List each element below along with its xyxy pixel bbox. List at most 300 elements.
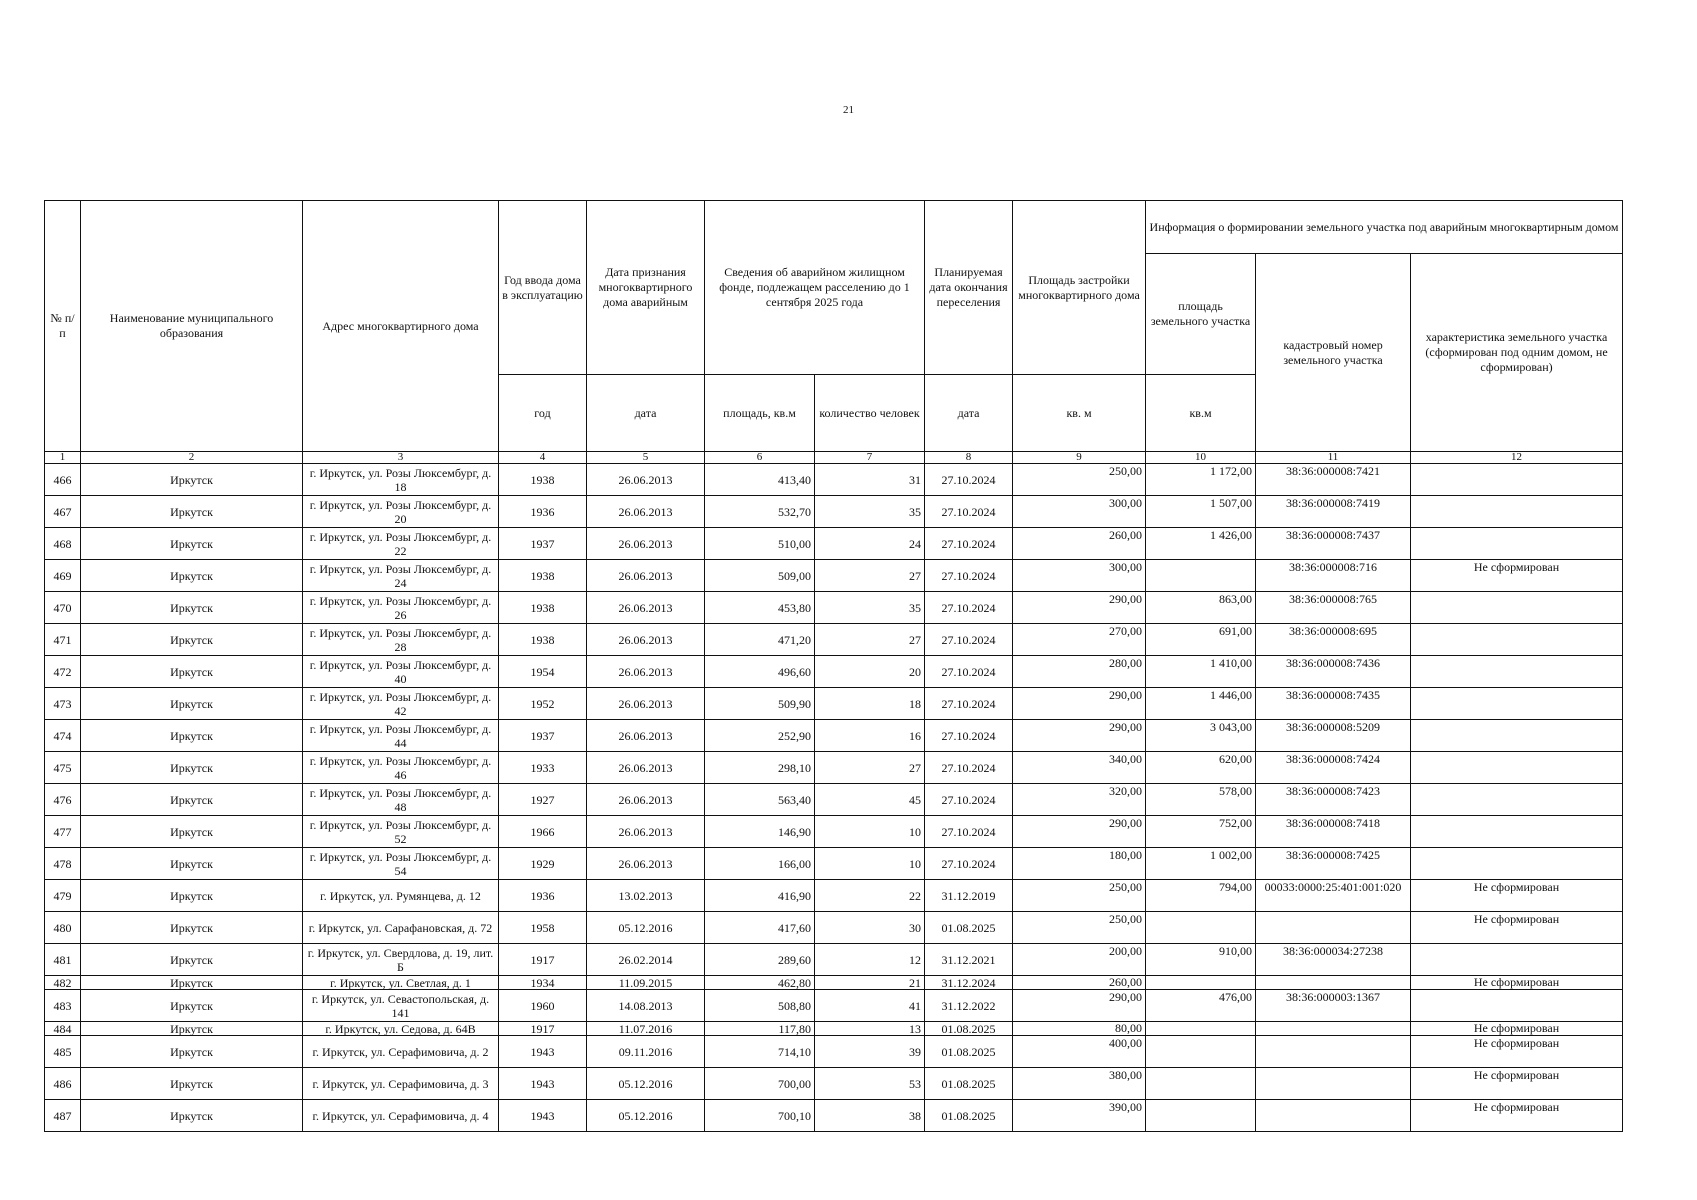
cell-area: 462,80 xyxy=(705,976,815,990)
cell-building-area: 390,00 xyxy=(1013,1100,1146,1132)
cell-status xyxy=(1411,848,1623,880)
cell-cadastral: 38:36:000008:7421 xyxy=(1256,464,1411,496)
cell-land-area: 476,00 xyxy=(1146,990,1256,1022)
header-land-group: Информация о формировании земельного участка под аварийным многоквартирным домом xyxy=(1146,201,1623,254)
header-recognition-date: Дата признания многоквартирного дома аварийным xyxy=(587,201,705,375)
header-building-area: Площадь застройки многоквартирного дома xyxy=(1013,201,1146,375)
cell-area: 714,10 xyxy=(705,1036,815,1068)
cell-people: 35 xyxy=(815,496,925,528)
table-row xyxy=(45,752,1623,784)
cell-building-area: 340,00 xyxy=(1013,752,1146,784)
table-row xyxy=(45,592,1623,624)
header-unit-area: площадь, кв.м xyxy=(705,375,815,452)
cell-status: Не сформирован xyxy=(1411,912,1623,944)
table-row xyxy=(45,1036,1623,1068)
cell-cadastral: 38:36:000008:7435 xyxy=(1256,688,1411,720)
cell-building-area: 290,00 xyxy=(1013,592,1146,624)
table-body xyxy=(45,464,1623,1132)
cell-address: г. Иркутск, ул. Розы Люксембург, д. 28 xyxy=(303,624,499,656)
cell-status xyxy=(1411,656,1623,688)
column-number: 7 xyxy=(815,452,925,464)
cell-cadastral: 38:36:000008:5209 xyxy=(1256,720,1411,752)
cell-recognition-date: 11.07.2016 xyxy=(587,1022,705,1036)
cell-row-number: 474 xyxy=(45,720,81,752)
cell-address: г. Иркутск, ул. Сарафановская, д. 72 xyxy=(303,912,499,944)
cell-year: 1934 xyxy=(499,976,587,990)
cell-year: 1938 xyxy=(499,624,587,656)
cell-planned-date: 27.10.2024 xyxy=(925,592,1013,624)
cell-municipality: Иркутск xyxy=(81,496,303,528)
cell-cadastral: 00033:0000:25:401:001:020 xyxy=(1256,880,1411,912)
cell-cadastral: 38:36:000008:695 xyxy=(1256,624,1411,656)
cell-status: Не сформирован xyxy=(1411,560,1623,592)
cell-building-area: 250,00 xyxy=(1013,912,1146,944)
cell-status: Не сформирован xyxy=(1411,1100,1623,1132)
cell-planned-date: 27.10.2024 xyxy=(925,464,1013,496)
cell-area: 453,80 xyxy=(705,592,815,624)
cell-land-area: 1 172,00 xyxy=(1146,464,1256,496)
cell-planned-date: 27.10.2024 xyxy=(925,720,1013,752)
cell-municipality: Иркутск xyxy=(81,880,303,912)
cell-people: 22 xyxy=(815,880,925,912)
cell-land-area: 1 426,00 xyxy=(1146,528,1256,560)
cell-cadastral xyxy=(1256,1100,1411,1132)
cell-year: 1936 xyxy=(499,880,587,912)
header-unit-people: количество человек xyxy=(815,375,925,452)
header-planned-date: Планируемая дата окончания переселения xyxy=(925,201,1013,375)
cell-recognition-date: 05.12.2016 xyxy=(587,1068,705,1100)
cell-planned-date: 31.12.2024 xyxy=(925,976,1013,990)
cell-row-number: 472 xyxy=(45,656,81,688)
cell-cadastral xyxy=(1256,912,1411,944)
cell-land-area xyxy=(1146,1036,1256,1068)
cell-cadastral: 38:36:000034:27238 xyxy=(1256,944,1411,976)
cell-address: г. Иркутск, ул. Свердлова, д. 19, лит. Б xyxy=(303,944,499,976)
cell-status xyxy=(1411,496,1623,528)
cell-area: 510,00 xyxy=(705,528,815,560)
cell-status xyxy=(1411,816,1623,848)
cell-building-area: 290,00 xyxy=(1013,816,1146,848)
cell-people: 10 xyxy=(815,816,925,848)
cell-people: 27 xyxy=(815,560,925,592)
cell-area: 563,40 xyxy=(705,784,815,816)
cell-planned-date: 27.10.2024 xyxy=(925,496,1013,528)
header-year: Год ввода дома в эксплуатацию xyxy=(499,201,587,375)
cell-area: 508,80 xyxy=(705,990,815,1022)
cell-planned-date: 27.10.2024 xyxy=(925,816,1013,848)
cell-row-number: 470 xyxy=(45,592,81,624)
table-row xyxy=(45,496,1623,528)
cell-row-number: 480 xyxy=(45,912,81,944)
header-municipality: Наименование муниципального образования xyxy=(81,201,303,452)
cell-land-area xyxy=(1146,1100,1256,1132)
cell-address: г. Иркутск, ул. Розы Люксембург, д. 20 xyxy=(303,496,499,528)
cell-planned-date: 27.10.2024 xyxy=(925,848,1013,880)
cell-municipality: Иркутск xyxy=(81,464,303,496)
cell-people: 53 xyxy=(815,1068,925,1100)
cell-row-number: 484 xyxy=(45,1022,81,1036)
cell-planned-date: 31.12.2022 xyxy=(925,990,1013,1022)
cell-cadastral: 38:36:000008:7436 xyxy=(1256,656,1411,688)
column-number: 6 xyxy=(705,452,815,464)
cell-year: 1938 xyxy=(499,592,587,624)
cell-address: г. Иркутск, ул. Розы Люксембург, д. 26 xyxy=(303,592,499,624)
cell-cadastral: 38:36:000008:7424 xyxy=(1256,752,1411,784)
cell-municipality: Иркутск xyxy=(81,624,303,656)
cell-area: 532,70 xyxy=(705,496,815,528)
table-row xyxy=(45,656,1623,688)
column-number: 8 xyxy=(925,452,1013,464)
cell-row-number: 477 xyxy=(45,816,81,848)
cell-row-number: 479 xyxy=(45,880,81,912)
cell-people: 12 xyxy=(815,944,925,976)
cell-building-area: 260,00 xyxy=(1013,528,1146,560)
cell-planned-date: 27.10.2024 xyxy=(925,528,1013,560)
cell-address: г. Иркутск, ул. Румянцева, д. 12 xyxy=(303,880,499,912)
cell-recognition-date: 05.12.2016 xyxy=(587,1100,705,1132)
cell-address: г. Иркутск, ул. Серафимовича, д. 2 xyxy=(303,1036,499,1068)
page-number: 21 xyxy=(843,104,854,116)
cell-status xyxy=(1411,624,1623,656)
table-row xyxy=(45,1068,1623,1100)
cell-recognition-date: 26.06.2013 xyxy=(587,528,705,560)
cell-area: 471,20 xyxy=(705,624,815,656)
cell-address: г. Иркутск, ул. Севастопольская, д. 141 xyxy=(303,990,499,1022)
cell-building-area: 290,00 xyxy=(1013,688,1146,720)
cell-planned-date: 01.08.2025 xyxy=(925,912,1013,944)
table-row xyxy=(45,990,1623,1022)
header-address: Адрес многоквартирного дома xyxy=(303,201,499,452)
cell-land-area: 1 002,00 xyxy=(1146,848,1256,880)
cell-recognition-date: 26.06.2013 xyxy=(587,656,705,688)
cell-recognition-date: 09.11.2016 xyxy=(587,1036,705,1068)
cell-building-area: 300,00 xyxy=(1013,496,1146,528)
cell-recognition-date: 05.12.2016 xyxy=(587,912,705,944)
header-unit-date: дата xyxy=(587,375,705,452)
cell-planned-date: 31.12.2021 xyxy=(925,944,1013,976)
cell-area: 166,00 xyxy=(705,848,815,880)
cell-year: 1943 xyxy=(499,1036,587,1068)
cell-municipality: Иркутск xyxy=(81,560,303,592)
cell-year: 1943 xyxy=(499,1068,587,1100)
cell-status: Не сформирован xyxy=(1411,1022,1623,1036)
table-row xyxy=(45,1100,1623,1132)
cell-area: 509,90 xyxy=(705,688,815,720)
cell-recognition-date: 26.06.2013 xyxy=(587,624,705,656)
cell-people: 38 xyxy=(815,1100,925,1132)
cell-recognition-date: 26.06.2013 xyxy=(587,464,705,496)
cell-area: 146,90 xyxy=(705,816,815,848)
cell-address: г. Иркутск, ул. Розы Люксембург, д. 54 xyxy=(303,848,499,880)
cell-building-area: 400,00 xyxy=(1013,1036,1146,1068)
cell-address: г. Иркутск, ул. Розы Люксембург, д. 24 xyxy=(303,560,499,592)
cell-row-number: 473 xyxy=(45,688,81,720)
cell-land-area: 910,00 xyxy=(1146,944,1256,976)
cell-year: 1943 xyxy=(499,1100,587,1132)
cell-people: 21 xyxy=(815,976,925,990)
cell-building-area: 300,00 xyxy=(1013,560,1146,592)
cell-cadastral: 38:36:000008:7423 xyxy=(1256,784,1411,816)
cell-year: 1917 xyxy=(499,944,587,976)
cell-building-area: 320,00 xyxy=(1013,784,1146,816)
cell-cadastral: 38:36:000008:7425 xyxy=(1256,848,1411,880)
cell-area: 509,00 xyxy=(705,560,815,592)
cell-planned-date: 01.08.2025 xyxy=(925,1100,1013,1132)
cell-planned-date: 01.08.2025 xyxy=(925,1036,1013,1068)
cell-recognition-date: 26.06.2013 xyxy=(587,560,705,592)
cell-people: 45 xyxy=(815,784,925,816)
cell-recognition-date: 26.06.2013 xyxy=(587,688,705,720)
cell-recognition-date: 26.06.2013 xyxy=(587,496,705,528)
cell-municipality: Иркутск xyxy=(81,720,303,752)
column-number: 12 xyxy=(1411,452,1623,464)
cell-cadastral: 38:36:000008:716 xyxy=(1256,560,1411,592)
cell-year: 1937 xyxy=(499,528,587,560)
cell-building-area: 180,00 xyxy=(1013,848,1146,880)
cell-year: 1958 xyxy=(499,912,587,944)
column-number: 9 xyxy=(1013,452,1146,464)
cell-planned-date: 27.10.2024 xyxy=(925,656,1013,688)
cell-status: Не сформирован xyxy=(1411,1068,1623,1100)
table-row xyxy=(45,1022,1623,1036)
cell-building-area: 200,00 xyxy=(1013,944,1146,976)
cell-status xyxy=(1411,464,1623,496)
cell-planned-date: 31.12.2019 xyxy=(925,880,1013,912)
cell-area: 298,10 xyxy=(705,752,815,784)
cell-area: 496,60 xyxy=(705,656,815,688)
column-number: 4 xyxy=(499,452,587,464)
cell-recognition-date: 26.02.2014 xyxy=(587,944,705,976)
header-unit-year: год xyxy=(499,375,587,452)
cell-year: 1966 xyxy=(499,816,587,848)
table-row xyxy=(45,976,1623,990)
cell-land-area: 620,00 xyxy=(1146,752,1256,784)
cell-year: 1938 xyxy=(499,560,587,592)
cell-address: г. Иркутск, ул. Розы Люксембург, д. 48 xyxy=(303,784,499,816)
cell-building-area: 270,00 xyxy=(1013,624,1146,656)
cell-year: 1927 xyxy=(499,784,587,816)
column-number: 3 xyxy=(303,452,499,464)
cell-municipality: Иркутск xyxy=(81,656,303,688)
table-row xyxy=(45,816,1623,848)
cell-status xyxy=(1411,990,1623,1022)
cell-recognition-date: 26.06.2013 xyxy=(587,848,705,880)
column-number: 2 xyxy=(81,452,303,464)
cell-status xyxy=(1411,944,1623,976)
cell-year: 1938 xyxy=(499,464,587,496)
cell-row-number: 469 xyxy=(45,560,81,592)
header-no: № п/п xyxy=(45,201,81,452)
cell-municipality: Иркутск xyxy=(81,592,303,624)
header-cadastral: кадастровый номер земельного участка xyxy=(1256,254,1411,452)
cell-people: 41 xyxy=(815,990,925,1022)
cell-status: Не сформирован xyxy=(1411,880,1623,912)
cell-cadastral xyxy=(1256,1068,1411,1100)
cell-recognition-date: 26.06.2013 xyxy=(587,720,705,752)
cell-row-number: 468 xyxy=(45,528,81,560)
table-row xyxy=(45,848,1623,880)
cell-municipality: Иркутск xyxy=(81,912,303,944)
cell-row-number: 482 xyxy=(45,976,81,990)
cell-status: Не сформирован xyxy=(1411,976,1623,990)
cell-land-area: 1 410,00 xyxy=(1146,656,1256,688)
cell-address: г. Иркутск, ул. Розы Люксембург, д. 40 xyxy=(303,656,499,688)
cell-status xyxy=(1411,784,1623,816)
cell-cadastral: 38:36:000008:7437 xyxy=(1256,528,1411,560)
cell-year: 1929 xyxy=(499,848,587,880)
header-fund-group: Сведения об аварийном жилищном фонде, подлежащем расселению до 1 сентября 2025 года xyxy=(705,201,925,375)
cell-cadastral xyxy=(1256,1022,1411,1036)
cell-building-area: 380,00 xyxy=(1013,1068,1146,1100)
cell-year: 1933 xyxy=(499,752,587,784)
table-row xyxy=(45,880,1623,912)
cell-municipality: Иркутск xyxy=(81,816,303,848)
cell-area: 700,10 xyxy=(705,1100,815,1132)
cell-cadastral: 38:36:000003:1367 xyxy=(1256,990,1411,1022)
cell-area: 252,90 xyxy=(705,720,815,752)
table-row xyxy=(45,464,1623,496)
cell-municipality: Иркутск xyxy=(81,848,303,880)
cell-area: 413,40 xyxy=(705,464,815,496)
cell-people: 39 xyxy=(815,1036,925,1068)
cell-land-area: 691,00 xyxy=(1146,624,1256,656)
cell-row-number: 481 xyxy=(45,944,81,976)
cell-cadastral xyxy=(1256,1036,1411,1068)
cell-address: г. Иркутск, ул. Розы Люксембург, д. 52 xyxy=(303,816,499,848)
cell-planned-date: 27.10.2024 xyxy=(925,784,1013,816)
table-row xyxy=(45,720,1623,752)
cell-area: 700,00 xyxy=(705,1068,815,1100)
cell-address: г. Иркутск, ул. Розы Люксембург, д. 18 xyxy=(303,464,499,496)
cell-cadastral xyxy=(1256,976,1411,990)
cell-row-number: 471 xyxy=(45,624,81,656)
cell-area: 417,60 xyxy=(705,912,815,944)
cell-municipality: Иркутск xyxy=(81,976,303,990)
cell-status xyxy=(1411,752,1623,784)
cell-people: 24 xyxy=(815,528,925,560)
cell-land-area: 1 507,00 xyxy=(1146,496,1256,528)
column-number: 1 xyxy=(45,452,81,464)
cell-status xyxy=(1411,528,1623,560)
cell-building-area: 250,00 xyxy=(1013,880,1146,912)
cell-year: 1917 xyxy=(499,1022,587,1036)
cell-people: 18 xyxy=(815,688,925,720)
table-row xyxy=(45,784,1623,816)
cell-building-area: 290,00 xyxy=(1013,720,1146,752)
cell-address: г. Иркутск, ул. Розы Люксембург, д. 44 xyxy=(303,720,499,752)
cell-building-area: 250,00 xyxy=(1013,464,1146,496)
cell-address: г. Иркутск, ул. Розы Люксембург, д. 22 xyxy=(303,528,499,560)
cell-municipality: Иркутск xyxy=(81,990,303,1022)
cell-planned-date: 27.10.2024 xyxy=(925,688,1013,720)
cell-municipality: Иркутск xyxy=(81,1022,303,1036)
cell-municipality: Иркутск xyxy=(81,1036,303,1068)
cell-address: г. Иркутск, ул. Серафимовича, д. 3 xyxy=(303,1068,499,1100)
cell-row-number: 475 xyxy=(45,752,81,784)
cell-people: 13 xyxy=(815,1022,925,1036)
cell-row-number: 485 xyxy=(45,1036,81,1068)
cell-land-area xyxy=(1146,560,1256,592)
cell-row-number: 467 xyxy=(45,496,81,528)
cell-row-number: 466 xyxy=(45,464,81,496)
cell-building-area: 280,00 xyxy=(1013,656,1146,688)
cell-year: 1936 xyxy=(499,496,587,528)
cell-recognition-date: 26.06.2013 xyxy=(587,752,705,784)
cell-row-number: 486 xyxy=(45,1068,81,1100)
cell-row-number: 478 xyxy=(45,848,81,880)
cell-municipality: Иркутск xyxy=(81,784,303,816)
cell-cadastral: 38:36:000008:7419 xyxy=(1256,496,1411,528)
cell-building-area: 290,00 xyxy=(1013,990,1146,1022)
cell-status xyxy=(1411,720,1623,752)
cell-land-area: 794,00 xyxy=(1146,880,1256,912)
cell-people: 20 xyxy=(815,656,925,688)
cell-row-number: 483 xyxy=(45,990,81,1022)
cell-building-area: 260,00 xyxy=(1013,976,1146,990)
cell-planned-date: 01.08.2025 xyxy=(925,1022,1013,1036)
cell-address: г. Иркутск, ул. Светлая, д. 1 xyxy=(303,976,499,990)
cell-planned-date: 01.08.2025 xyxy=(925,1068,1013,1100)
table-row xyxy=(45,528,1623,560)
cell-area: 289,60 xyxy=(705,944,815,976)
header-unit-planned-date: дата xyxy=(925,375,1013,452)
table-row xyxy=(45,624,1623,656)
cell-people: 35 xyxy=(815,592,925,624)
table-header xyxy=(45,201,1623,464)
table-row xyxy=(45,560,1623,592)
cell-people: 30 xyxy=(815,912,925,944)
header-land-area: площадь земельного участка xyxy=(1146,254,1256,375)
cell-municipality: Иркутск xyxy=(81,1068,303,1100)
cell-people: 31 xyxy=(815,464,925,496)
cell-cadastral: 38:36:000008:7418 xyxy=(1256,816,1411,848)
cell-planned-date: 27.10.2024 xyxy=(925,752,1013,784)
cell-recognition-date: 13.02.2013 xyxy=(587,880,705,912)
cell-area: 416,90 xyxy=(705,880,815,912)
cell-status: Не сформирован xyxy=(1411,1036,1623,1068)
cell-land-area: 1 446,00 xyxy=(1146,688,1256,720)
cell-land-area xyxy=(1146,1068,1256,1100)
cell-row-number: 487 xyxy=(45,1100,81,1132)
cell-address: г. Иркутск, ул. Серафимовича, д. 4 xyxy=(303,1100,499,1132)
cell-planned-date: 27.10.2024 xyxy=(925,560,1013,592)
cell-building-area: 80,00 xyxy=(1013,1022,1146,1036)
cell-planned-date: 27.10.2024 xyxy=(925,624,1013,656)
cell-municipality: Иркутск xyxy=(81,944,303,976)
cell-recognition-date: 14.08.2013 xyxy=(587,990,705,1022)
cell-year: 1954 xyxy=(499,656,587,688)
cell-year: 1937 xyxy=(499,720,587,752)
header-unit-building-area: кв. м xyxy=(1013,375,1146,452)
cell-land-area xyxy=(1146,1022,1256,1036)
cell-recognition-date: 26.06.2013 xyxy=(587,784,705,816)
resettlement-table xyxy=(44,200,1623,1132)
resettlement-table-container xyxy=(44,200,1622,1132)
cell-area: 117,80 xyxy=(705,1022,815,1036)
cell-land-area xyxy=(1146,912,1256,944)
table-row xyxy=(45,944,1623,976)
header-characteristic: характеристика земельного участка (сформирован под одним домом, не сформирован) xyxy=(1411,254,1623,452)
header-unit-land-area: кв.м xyxy=(1146,375,1256,452)
column-number: 10 xyxy=(1146,452,1256,464)
cell-land-area: 752,00 xyxy=(1146,816,1256,848)
table-row xyxy=(45,688,1623,720)
cell-status xyxy=(1411,688,1623,720)
cell-year: 1960 xyxy=(499,990,587,1022)
cell-recognition-date: 11.09.2015 xyxy=(587,976,705,990)
cell-address: г. Иркутск, ул. Розы Люксембург, д. 42 xyxy=(303,688,499,720)
cell-cadastral: 38:36:000008:765 xyxy=(1256,592,1411,624)
